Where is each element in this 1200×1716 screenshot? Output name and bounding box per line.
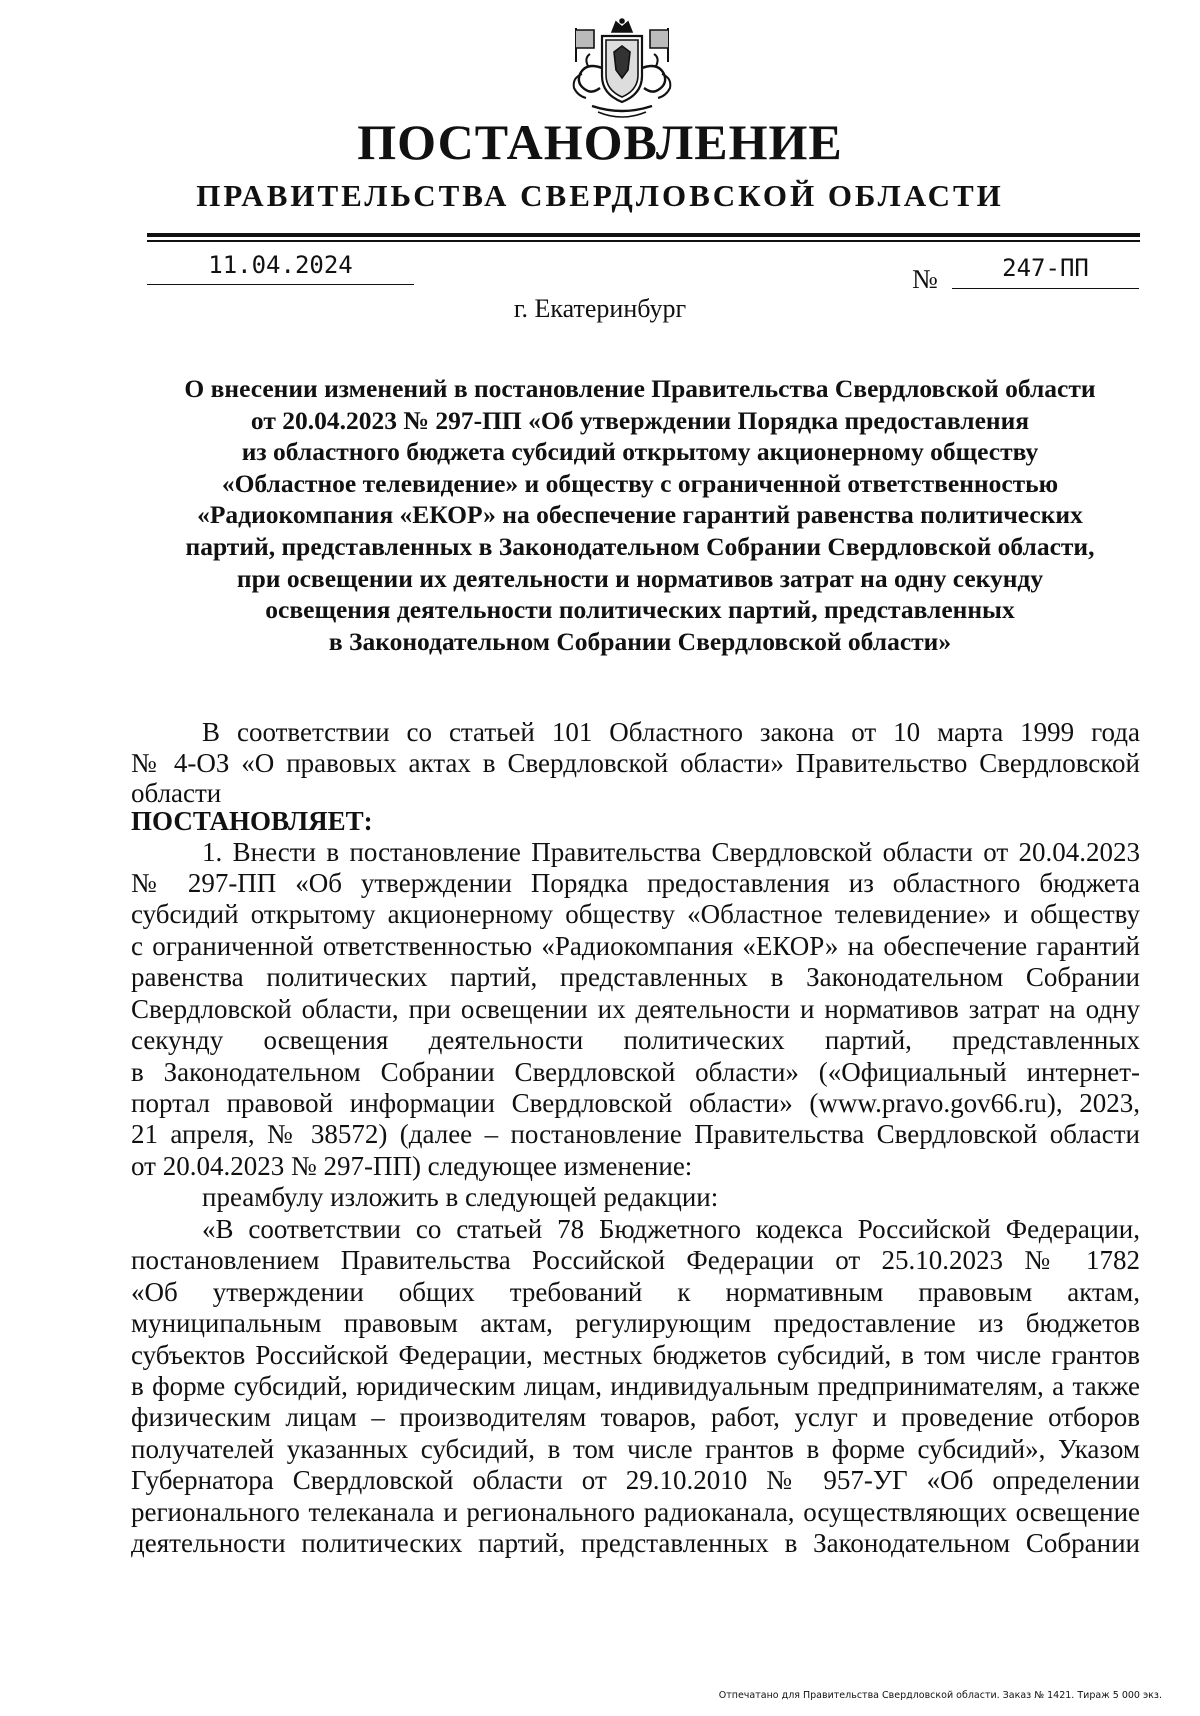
quote-line: Губернатора Свердловской области от 29.10.2010 № 957-УГ «Об определении [131, 1465, 1140, 1495]
number-sign: № [912, 264, 938, 294]
city-line: г. Екатеринбург [513, 294, 687, 323]
heading-line: освещения деятельности политических партий, представленных [265, 595, 1015, 625]
document-heading [140, 373, 1140, 657]
preamble-intro: преамбулу изложить в следующей редакции: [202, 1182, 719, 1212]
coat-of-arms-icon [562, 18, 682, 123]
quote-line: «Об утверждении общих требований к нормативным правовым актам, [131, 1277, 1140, 1307]
quote-line: «В соответствии со статьей 78 Бюджетного кодекса Российской Федерации, [202, 1214, 1140, 1244]
item1-line: секунду освещения деятельности политических партий, представленных [131, 1025, 1140, 1055]
item1-line: равенства политических партий, представленных в Законодательном Собрании [131, 962, 1140, 992]
issuer-subtitle: ПРАВИТЕЛЬСТВА СВЕРДЛОВСКОЙ ОБЛАСТИ [196, 178, 1004, 213]
heading-line: в Законодательном Собрании Свердловской области» [328, 626, 952, 656]
heading-line: «Областное телевидение» и обществу с ограниченной ответственностью [221, 468, 1059, 498]
heading-line: при освещении их деятельности и нормативов затрат на одну секунду [236, 563, 1044, 593]
item1-line: 21 апреля, № 38572) (далее – постановление Правительства Свердловской области [131, 1119, 1140, 1149]
item1-line: с ограниченной ответственностью «Радиокомпания «ЕКОР» на обеспечение гарантий [131, 931, 1140, 961]
document-number: 247-ПП [952, 248, 1139, 289]
document-date: 11.04.2024 [147, 246, 414, 285]
quote-line: в форме субсидий, юридическим лицам, индивидуальным предпринимателям, а также [131, 1371, 1140, 1401]
item1-line: портал правовой информации Свердловской области» (www.pravo.gov66.ru), 2023, [131, 1088, 1140, 1118]
quote-line: получателей указанных субсидий, в том числе грантов в форме субсидий», Указом [131, 1434, 1140, 1464]
item1-line: Свердловской области, при освещении их деятельности и нормативов затрат на одну [131, 994, 1140, 1024]
document-type-title: ПОСТАНОВЛЕНИЕ [357, 114, 843, 170]
intro-line: области [131, 778, 222, 808]
header-rule-thin [147, 240, 1140, 242]
item1-line: № 297-ПП «Об утверждении Порядка предоставления из областного бюджета [131, 868, 1140, 898]
resolves-heading: ПОСТАНОВЛЯЕТ: [131, 806, 373, 836]
quote-line: физическим лицам – производителям товаров, работ, услуг и проведение отборов [131, 1402, 1140, 1432]
item1-line: субсидий открытому акционерному обществу «Областное телевидение» и обществу [131, 899, 1140, 929]
print-footer: Отпечатано для Правительства Свердловской области. Заказ № 1421. Тираж 5 000 экз. [718, 1690, 1162, 1701]
heading-line: партий, представленных в Законодательном Собрании Свердловской области, [185, 531, 1095, 561]
item1-line: от 20.04.2023 № 297-ПП) следующее изменение: [131, 1151, 693, 1181]
quote-line: субъектов Российской Федерации, местных бюджетов субсидий, в том числе грантов [131, 1340, 1140, 1370]
quote-line: деятельности политических партий, представленных в Законодательном Собрании [131, 1528, 1140, 1558]
heading-line: от 20.04.2023 № 297-ПП «Об утверждении Порядка предоставления [250, 405, 1030, 435]
quote-line: муниципальным правовым актам, регулирующим предоставление из бюджетов [131, 1308, 1140, 1338]
item1-line: в Законодательном Собрании Свердловской области» («Официальный интернет- [131, 1057, 1140, 1087]
item1-line: 1. Внести в постановление Правительства Свердловской области от 20.04.2023 [202, 837, 1140, 867]
heading-line: из областного бюджета субсидий открытому акционерному обществу [241, 437, 1039, 467]
quote-line: регионального телеканала и регионального радиоканала, осуществляющих освещение [131, 1497, 1140, 1527]
intro-line: № 4-ОЗ «О правовых актах в Свердловской области» Правительство Свердловской [131, 748, 1140, 778]
heading-line: О внесении изменений в постановление Правительства Свердловской области [184, 374, 1096, 403]
intro-line: В соответствии со статьей 101 Областного закона от 10 марта 1999 года [202, 717, 1140, 747]
quote-line: постановлением Правительства Российской Федерации от 25.10.2023 № 1782 [131, 1245, 1140, 1275]
heading-line: «Радиокомпания «ЕКОР» на обеспечение гарантий равенства политических [197, 500, 1083, 530]
header-rule-thick [147, 233, 1140, 237]
